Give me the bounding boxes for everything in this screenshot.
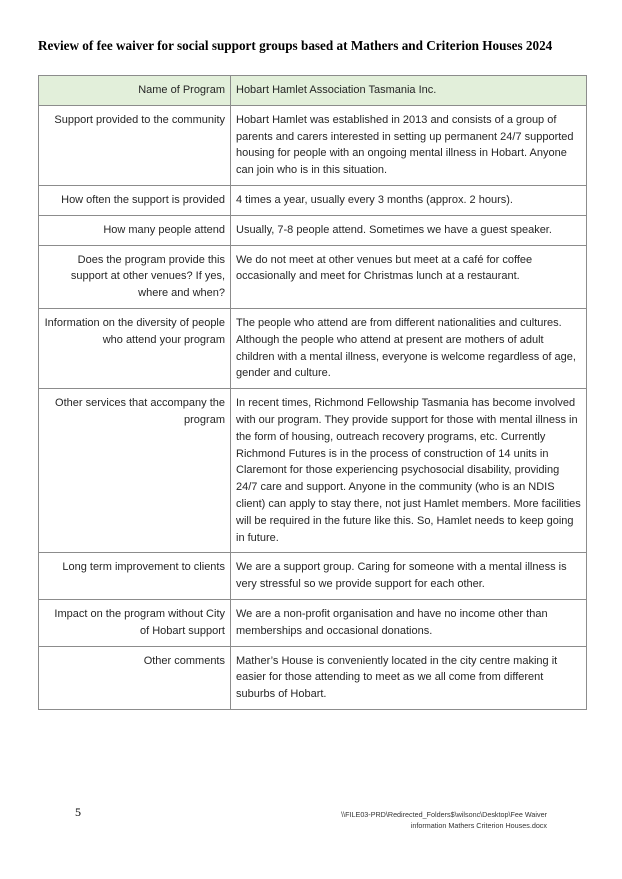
row-value: Usually, 7-8 people attend. Sometimes we have a guest speaker. (231, 215, 587, 245)
table-row (39, 389, 587, 553)
table-row (39, 599, 587, 646)
table-row (39, 105, 587, 185)
table-row (39, 215, 587, 245)
row-label: Long term improvement to clients (39, 553, 231, 600)
review-table (38, 75, 587, 710)
file-path-line-1: \\FILE03-PRD\Redirected_Folders$\wilsonc\Desktop\Fee Waiver (341, 810, 547, 819)
table-row (39, 646, 587, 709)
file-path-footer (300, 809, 547, 831)
page-title: Review of fee waiver for social support groups based at Mathers and Criterion Houses 2024 (38, 38, 553, 53)
row-value: 4 times a year, usually every 3 months (approx. 2 hours). (231, 185, 587, 215)
row-value: In recent times, Richmond Fellowship Tasmania has become involved with our program. They provide support for those with mental illness in the form of housing, outreach recovery programs, etc. Currently Richmond Futures is in the process of construction of 14 units in Claremont for those experiencing psychosocial disability, providing 24/7 care and support. Anyone in the community (who is an NDIS client) can apply to stay there, not just Hamlet members. More facilities will be required in the future like this. So, Hamlet needs to keep going in future. (231, 389, 587, 553)
table-row (39, 76, 587, 106)
row-value: We do not meet at other venues but meet at a café for coffee occasionally and meet for Christmas lunch at a restaurant. (231, 245, 587, 308)
row-label: Other comments (39, 646, 231, 709)
table-row (39, 245, 587, 308)
row-label: Does the program provide this support at other venues? If yes, where and when? (39, 245, 231, 308)
row-value: We are a non-profit organisation and have no income other than memberships and occasional donations. (231, 599, 587, 646)
row-value: The people who attend are from different nationalities and cultures. Although the people who attend at present are mothers of adult children with a mental illness, everyone is welcome regardless of age, gender and culture. (231, 308, 587, 388)
row-label: Information on the diversity of people who attend your program (39, 308, 231, 388)
table-row (39, 553, 587, 600)
row-value: Mather’s House is conveniently located in the city centre making it easier for those attending to meet as we all come from different suburbs of Hobart. (231, 646, 587, 709)
page-number: 5 (75, 805, 81, 819)
file-path-line-2: information Mathers Criterion Houses.docx (410, 821, 547, 830)
row-label: Support provided to the community (39, 105, 231, 185)
table-row (39, 185, 587, 215)
row-value: We are a support group. Caring for someone with a mental illness is very stressful so we provide support for each other. (231, 553, 587, 600)
row-label: Other services that accompany the program (39, 389, 231, 553)
row-value: Hobart Hamlet Association Tasmania Inc. (231, 76, 587, 106)
row-label: Name of Program (39, 76, 231, 106)
row-label: How often the support is provided (39, 185, 231, 215)
row-value: Hobart Hamlet was established in 2013 and consists of a group of parents and carers interested in setting up permanent 24/7 supported housing for people with an ongoing mental illness in Hobart. Anyone can join who is in this situation. (231, 105, 587, 185)
row-label: Impact on the program without City of Hobart support (39, 599, 231, 646)
row-label: How many people attend (39, 215, 231, 245)
table-row (39, 308, 587, 388)
